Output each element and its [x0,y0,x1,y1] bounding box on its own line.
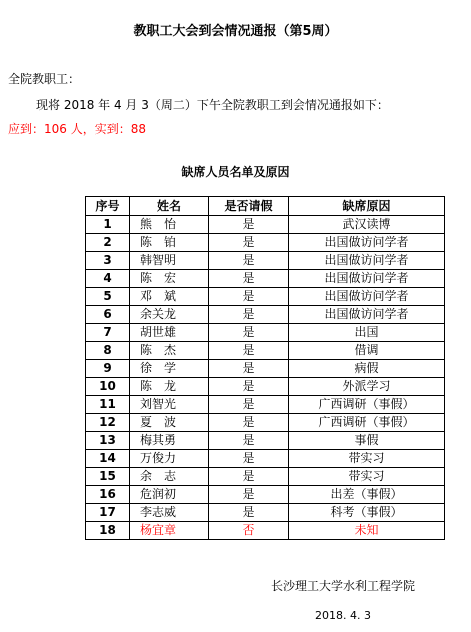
row-reason: 借调 [289,342,445,360]
row-leave-status: 是 [209,450,289,468]
table-row [86,486,445,504]
row-leave-status: 是 [209,234,289,252]
row-reason: 带实习 [289,468,445,486]
row-number: 13 [86,432,130,450]
row-name: 邓 斌 [130,288,209,306]
row-leave-status: 是 [209,342,289,360]
row-number: 7 [86,324,130,342]
table-row [86,360,445,378]
row-leave-status: 是 [209,360,289,378]
row-name: 胡世雄 [130,324,209,342]
row-name: 陈 铂 [130,234,209,252]
row-name: 万俊力 [130,450,209,468]
row-reason: 出国做访问学者 [289,306,445,324]
row-number: 10 [86,378,130,396]
table-header-row [86,197,445,216]
row-number: 9 [86,360,130,378]
column-header: 序号 [86,197,130,216]
row-name: 杨宜章 [130,522,209,540]
row-leave-status: 是 [209,378,289,396]
row-number: 14 [86,450,130,468]
row-number: 8 [86,342,130,360]
attendance-summary: 应到：106 人，实到：88 [8,122,146,136]
row-leave-status: 是 [209,252,289,270]
row-name: 陈 龙 [130,378,209,396]
row-name: 韩智明 [130,252,209,270]
row-reason: 出差（事假） [289,486,445,504]
table-row [86,216,445,234]
row-leave-status: 是 [209,504,289,522]
row-number: 11 [86,396,130,414]
row-reason: 病假 [289,360,445,378]
table-row [86,234,445,252]
table-title: 缺席人员名单及原因 [181,165,290,179]
row-leave-status: 是 [209,288,289,306]
row-leave-status: 是 [209,216,289,234]
row-name: 徐 学 [130,360,209,378]
row-reason: 广西调研（事假） [289,414,445,432]
row-name: 余关龙 [130,306,209,324]
column-header: 缺席原因 [289,197,445,216]
table-row [86,288,445,306]
row-leave-status: 是 [209,396,289,414]
row-number: 18 [86,522,130,540]
row-reason: 出国做访问学者 [289,252,445,270]
organization-signature: 长沙理工大学水利工程学院 [270,579,415,593]
table-body [86,216,445,540]
row-reason: 出国 [289,324,445,342]
table-row [86,324,445,342]
row-leave-status: 是 [209,414,289,432]
row-reason: 广西调研（事假） [289,396,445,414]
greeting: 全院教职工： [8,72,81,86]
row-number: 15 [86,468,130,486]
row-leave-status: 是 [209,306,289,324]
row-leave-status: 是 [209,270,289,288]
row-leave-status: 是 [209,468,289,486]
row-name: 危润初 [130,486,209,504]
row-name: 梅其勇 [130,432,209,450]
table-row [86,396,445,414]
row-number: 12 [86,414,130,432]
row-name: 余 志 [130,468,209,486]
table-row [86,342,445,360]
row-name: 李志威 [130,504,209,522]
document-date: 2018. 4. 3 [315,609,371,622]
column-header: 姓名 [130,197,209,216]
row-reason: 科考（事假） [289,504,445,522]
row-reason: 出国做访问学者 [289,288,445,306]
table-row [86,504,445,522]
row-number: 16 [86,486,130,504]
table-row [86,252,445,270]
column-header: 是否请假 [209,197,289,216]
table-row [86,522,445,540]
table-row [86,432,445,450]
row-reason: 出国做访问学者 [289,234,445,252]
row-number: 6 [86,306,130,324]
table-row [86,414,445,432]
intro-paragraph: 现将 2018 年 4 月 3（周二）下午全院教职工到会情况通报如下： [36,98,389,112]
row-reason: 外派学习 [289,378,445,396]
row-name: 陈 宏 [130,270,209,288]
document-title: 教职工大会到会情况通报（第5周） [133,24,338,39]
row-number: 17 [86,504,130,522]
table-row [86,306,445,324]
row-name: 陈 杰 [130,342,209,360]
row-number: 3 [86,252,130,270]
row-name: 夏 波 [130,414,209,432]
row-reason: 带实习 [289,450,445,468]
row-leave-status: 是 [209,486,289,504]
row-number: 4 [86,270,130,288]
row-name: 刘智光 [130,396,209,414]
row-leave-status: 否 [209,522,289,540]
row-reason: 未知 [289,522,445,540]
row-name: 熊 怡 [130,216,209,234]
table-row [86,468,445,486]
row-reason: 武汉读博 [289,216,445,234]
table-row [86,378,445,396]
row-number: 5 [86,288,130,306]
table-row [86,450,445,468]
row-number: 2 [86,234,130,252]
table-row [86,270,445,288]
row-reason: 事假 [289,432,445,450]
absence-table [85,196,445,540]
row-reason: 出国做访问学者 [289,270,445,288]
row-leave-status: 是 [209,432,289,450]
row-number: 1 [86,216,130,234]
row-leave-status: 是 [209,324,289,342]
